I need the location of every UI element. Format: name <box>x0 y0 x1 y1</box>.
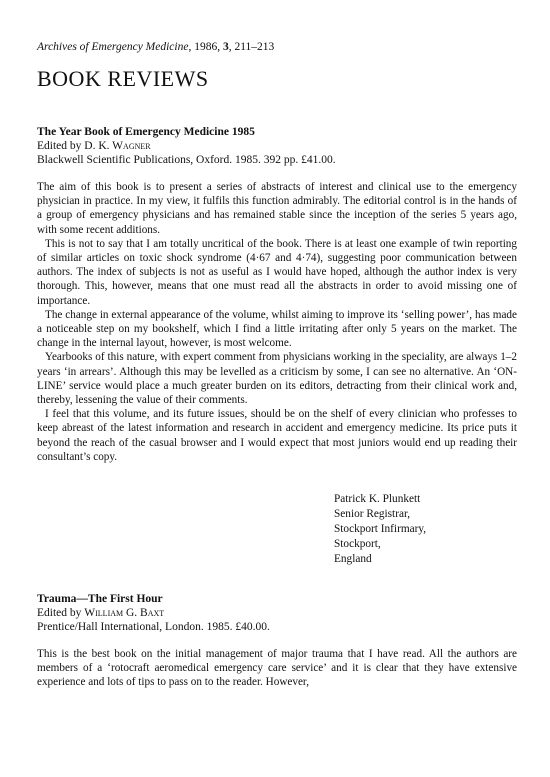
review-1-editor-line <box>37 139 517 153</box>
review-2-publisher: Prentice/Hall International, London. 1985. £40.00. <box>37 621 270 633</box>
review-2-book-title: Trauma—The First Hour <box>37 593 163 605</box>
review-1-paragraph: The change in external appearance of the volume, whilst aiming to improve its ‘selling power’, has made a noticeable step on my bookshelf, which I find a little irritating after only 5 years on the market. The change in the internal layout, however, is most welcome. <box>37 308 517 350</box>
journal-page <box>37 40 517 92</box>
review-2 <box>37 592 517 690</box>
review-1-edited-by: Edited by <box>37 140 85 152</box>
review-2-editor-line <box>37 606 517 620</box>
reviewer-country: England <box>334 553 372 565</box>
review-1-paragraph: I feel that this volume, and its future issues, should be on the shelf of every clinician who professes to keep abreast of the latest information and research in accident and emergency medicine. Its price puts it beyond the reach of the casual browser and I would expect that most juniors would end up reading their consultant’s copy. <box>37 408 517 463</box>
review-2-edited-by: Edited by <box>37 607 85 619</box>
review-1-book-title: The Year Book of Emergency Medicine 1985 <box>37 126 255 138</box>
review-2-paragraph: This is the best book on the initial management of major trauma that I have read. All the authors are members of a ‘rotocraft aeromedical emergency care service’ and it is clear that they have extensive experience and lots of tips to pass on to the reader. However, <box>37 648 517 689</box>
review-1-publisher: Blackwell Scientific Publications, Oxford. 1985. 392 pp. £41.00. <box>37 154 336 166</box>
review-1-editor: D. K. Wagner <box>84 140 151 152</box>
review-2-editor: William G. Baxt <box>84 607 165 619</box>
journal-volume: 3 <box>222 41 229 53</box>
journal-name: Archives of Emergency Medicine <box>37 41 189 53</box>
review-1-paragraph: This is not to say that I am totally uncritical of the book. There is at least one example of twin reporting of similar articles on toxic shock syndrome (4·67 and 4·74), suggesting poor communication between authors. The index of subjects is not as useful as I would have hoped, although the author index is very thorough. This, however, means that one must read all the abstracts in order to avoid missing one of importance. <box>37 237 517 307</box>
review-1-paragraph: Yearbooks of this nature, with expert comment from physicians working in the speciality, are always 1–2 years ‘in arrears’. Although this may be levelled as a criticism by some, I can see no alternative. An ‘ON-LINE’ service would place a much greater burden on its editors, detracting from their clinical work and, thereby, lessening the value of their comments. <box>37 351 517 407</box>
journal-citation <box>37 40 517 54</box>
review-1 <box>37 125 517 464</box>
journal-year: , 1986, <box>188 41 223 53</box>
review-2-body <box>37 647 517 690</box>
review-1-body <box>37 180 517 464</box>
reviewer-position: Senior Registrar, <box>334 508 411 520</box>
reviewer-institution: Stockport Infirmary, <box>334 523 427 535</box>
reviewer-name: Patrick K. Plunkett <box>334 493 421 505</box>
review-1-signature <box>334 492 484 567</box>
reviewer-city: Stockport, <box>334 538 381 550</box>
review-1-paragraph: The aim of this book is to present a series of abstracts of interest and clinical use to the emergency physician in practice. In my view, it fulfils this function admirably. The editorial control is in the hands of a group of emergency physicians and has remained stable since the inception of the series 5 years ago, with some recent additions. <box>37 181 517 236</box>
journal-pages: , 211–213 <box>228 41 275 53</box>
section-title: BOOK REVIEWS <box>37 66 209 91</box>
